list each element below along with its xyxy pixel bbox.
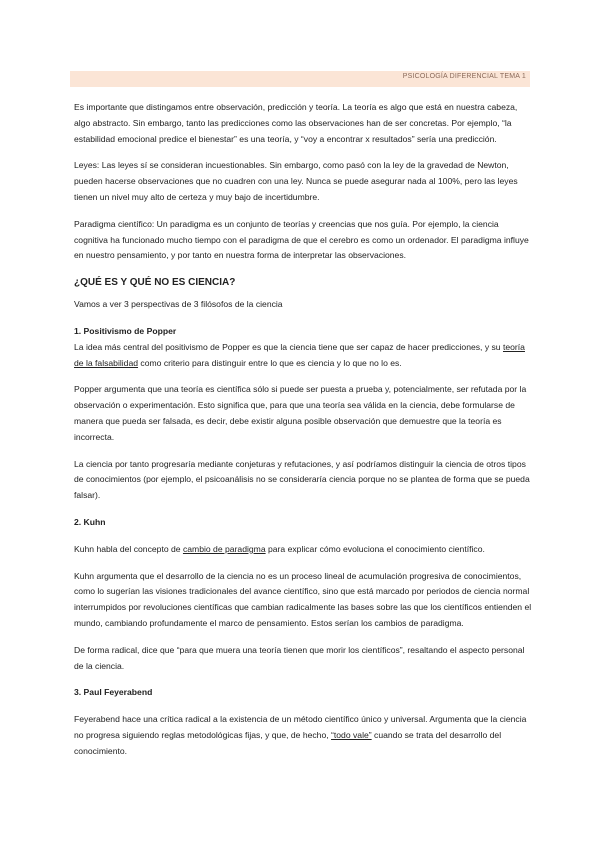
kuhn-paragraph-1: Kuhn habla del concepto de cambio de paradigma para explicar cómo evoluciona el conocimiento científico.	[74, 543, 485, 554]
kuhn-paragraph-3: De forma radical, dice que “para que muera una teoría tienen que morir los científicos”, resaltando el aspecto personal de la ciencia.	[74, 644, 525, 671]
intro-paragraph-paradigma: Paradigma científico: Un paradigma es un conjunto de teorías y creencias que nos guía. Por ejemplo, la ciencia cognitiva ha funcionado mucho tiempo con el paradigma de que el cerebro es como un ordenador. El paradigma influye en nuestro pensamiento, y por tanto en nuestra forma de interpretar las observaciones.	[74, 218, 529, 261]
popper-title: 1. Positivismo de Popper	[74, 325, 177, 336]
popper-paragraph-3: La ciencia por tanto progresaría mediante conjeturas y refutaciones, y así podríamos distinguir la ciencia de otros tipos de conocimientos (por ejemplo, el psicoanálisis no se consideraría ciencia porque no se plantea de forma que se pueda falsar).	[74, 458, 530, 501]
falsabilidad-link: teoría de la falsabilidad	[74, 341, 525, 368]
section-heading: ¿QUÉ ES Y QUÉ NO ES CIENCIA?	[74, 277, 236, 289]
feyerabend-title: 3. Paul Feyerabend	[74, 687, 153, 698]
cambio-paradigma-link: cambio de paradigma	[182, 543, 266, 554]
header-title: PSICOLOGÍA DIFERENCIAL TEMA 1	[402, 73, 526, 80]
kuhn-title: 2. Kuhn	[74, 516, 106, 527]
intro-paragraph-leyes: Leyes: Las leyes sí se consideran incuestionables. Sin embargo, como pasó con la ley de la gravedad de Newton, pueden hacerse observaciones que no cuadren con una ley. Nunca se puede asegurar nada al 100%, pero las leyes tienen un nivel muy alto de certeza y muy bajo de incertidumbre.	[74, 160, 518, 202]
document-body	[74, 100, 534, 760]
section-intro: Vamos a ver 3 perspectivas de 3 filósofos de la ciencia	[74, 299, 283, 310]
popper-paragraph-1: La idea más central del positivismo de Popper es que la ciencia tiene que ser capaz de hacer predicciones, y su teoría de la falsabilidad como criterio para distinguir entre lo que es ciencia y lo que no lo es.	[74, 341, 525, 368]
todo-vale-link: “todo vale”	[331, 729, 372, 740]
feyerabend-paragraph-1: Feyerabend hace una crítica radical a la existencia de un método científico único y universal. Argumenta que la ciencia no progresa siguiendo reglas metodológicas fijas, y que, de hecho, “todo vale” cuando se trata del desarrollo del conocimiento.	[74, 714, 527, 756]
intro-paragraph-1: Es importante que distingamos entre observación, predicción y teoría. La teoría es algo que está en nuestra cabeza, algo abstracto. Sin embargo, tanto las predicciones como las observaciones han de ser concretas. Por ejemplo, “la estabilidad emocional predice el bienestar” es una teoría, y “voy a encontrar x resultados” sería una predicción.	[74, 102, 518, 144]
kuhn-paragraph-2: Kuhn argumenta que el desarrollo de la ciencia no es un proceso lineal de acumulación progresiva de conocimientos, como lo sugerían las visiones tradicionales del avance científico, sino que está marcado por periodos de ciencia normal interrumpidos por revoluciones científicas que cambian radicalmente las bases sobre las que los científicos entienden el mundo, cambiando profundamente el marco de pensamiento. Estos serían los cambios de paradigma.	[74, 570, 532, 628]
page-header-band	[70, 71, 530, 87]
popper-paragraph-2: Popper argumenta que una teoría es científica sólo si puede ser puesta a prueba y, potencialmente, ser refutada por la observación o experimentación. Esto significa que, para que una teoría sea válida en la ciencia, debe formularse de manera que pueda ser falsada, es decir, debe existir alguna posible observación que demuestre que la teoría es incorrecta.	[74, 384, 527, 442]
